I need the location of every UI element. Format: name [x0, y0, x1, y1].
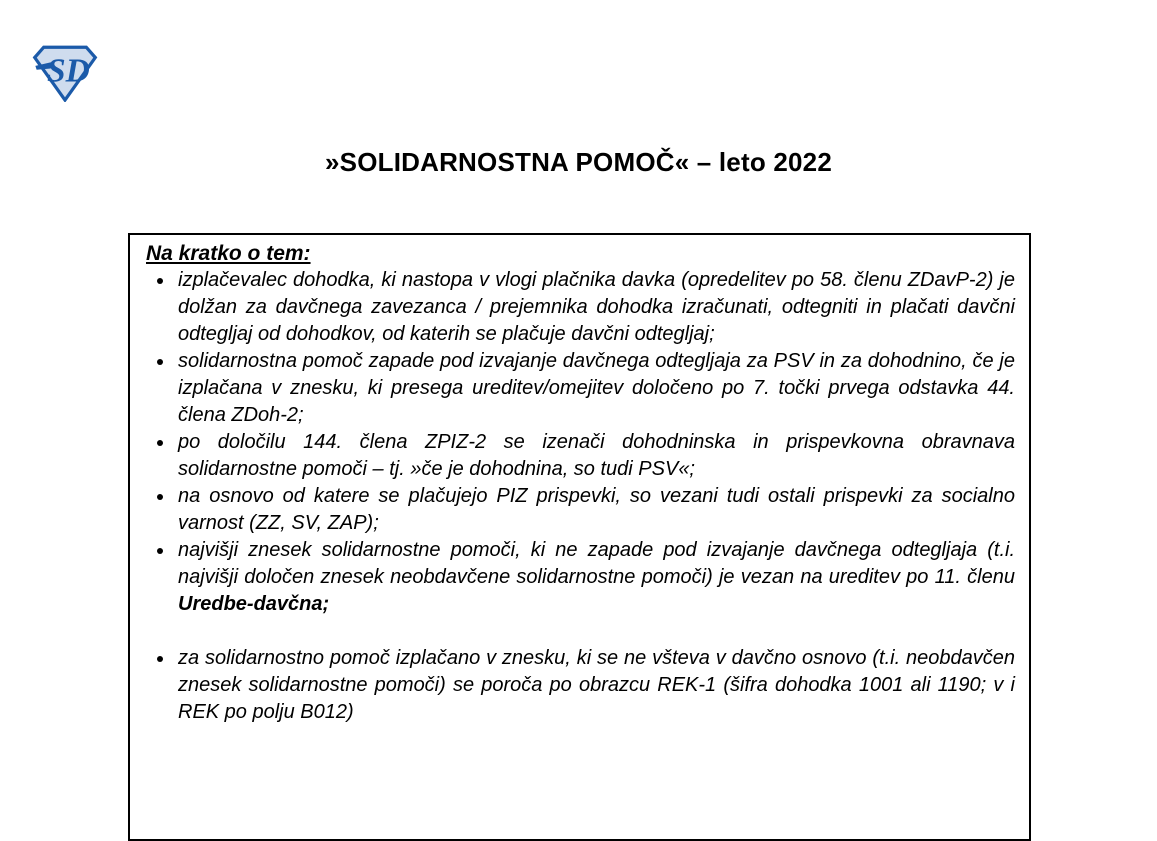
list-item-4-text: na osnovo od katere se plačujejo PIZ prispevki, so vezani tudi ostali prispevki za socialno varnost (ZZ, SV, ZAP); — [178, 485, 1015, 534]
list-item-6-text: za solidarnostno pomoč izplačano v znesku, ki se ne všteva v davčno osnovo (t.i. neobdavčen znesek solidarnostne pomoči) se poroča po obrazcu REK-1 (šifra dohodka 1001 ali 1190; v i REK po polju B012) — [178, 647, 1015, 723]
logo-letters: SD — [46, 52, 90, 90]
list-item-5-bold-text: Uredbe-davčna; — [178, 593, 330, 615]
summary-box — [128, 233, 1031, 841]
document-title: »SOLIDARNOSTNA POMOČ« – leto 2022 — [325, 147, 832, 177]
list-item-3 — [175, 429, 1015, 483]
bullet-list — [144, 267, 1015, 726]
list-item-1 — [175, 267, 1015, 348]
list-item-1-text: izplačevalec dohodka, ki nastopa v vlogi plačnika davka (opredelitev po 58. členu ZDavP-2) je dolžan za davčnega zavezanca / prejemnika dohodka izračunati, odtegniti in plačati davčni odtegljaj od dohodkov, od katerih se plačuje davčni odtegljaj; — [178, 269, 1015, 345]
list-item-5-text: najvišji znesek solidarnostne pomoči, ki ne zapade pod izvajanje davčnega odtegljaja (t.i. najvišji določen znesek neobdavčene solidarnostne pomoči) je vezan na ureditev po 11. členu — [178, 539, 1015, 588]
list-item-2-text: solidarnostna pomoč zapade pod izvajanje davčnega odtegljaja za PSV in za dohodnino, če je izplačana v znesku, ki presega ureditev/omejitev določeno po 7. točki prvega odstavka 44. člena ZDoh-2; — [178, 350, 1015, 426]
list-item-4 — [175, 483, 1015, 537]
list-item-2 — [175, 348, 1015, 429]
list-item-6 — [175, 645, 1015, 726]
list-item-3-text: po določilu 144. člena ZPIZ-2 se izenači dohodninska in prispevkovna obravnava solidarnostne pomoči – tj. »če je dohodnina, so tudi PSV«; — [178, 431, 1015, 480]
box-heading: Na kratko o tem: — [146, 242, 311, 265]
sd-logo-icon — [32, 44, 98, 102]
list-item-5 — [175, 537, 1015, 618]
